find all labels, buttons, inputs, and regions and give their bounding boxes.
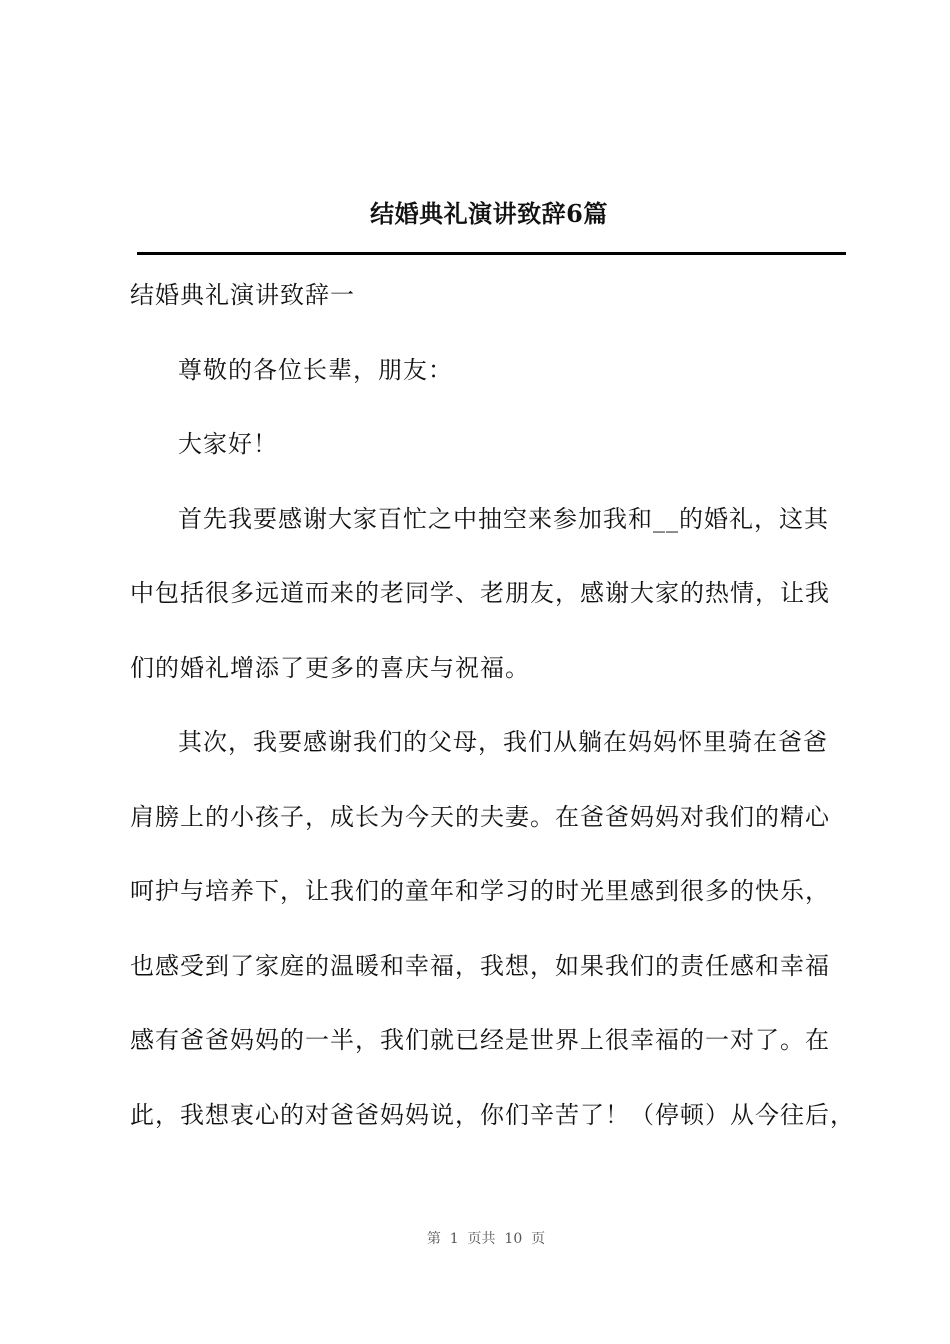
salutation-line: 尊敬的各位长辈，朋友： (178, 356, 453, 384)
greeting-line: 大家好！ (178, 430, 278, 458)
document-title: 结婚典礼演讲致辞6篇 (370, 199, 608, 228)
section-heading: 结婚典礼演讲致辞一 (130, 281, 355, 309)
paragraph-line: 此，我想衷心的对爸爸妈妈说，你们辛苦了！（停顿）从今往后， (130, 1101, 855, 1129)
page-number-footer: 第 1 页共 10 页 (426, 1231, 546, 1247)
paragraph-line: 呵护与培养下，让我们的童年和学习的时光里感到很多的快乐， (130, 877, 830, 905)
paragraph-line: 感有爸爸妈妈的一半，我们就已经是世界上很幸福的一对了。在 (130, 1026, 830, 1054)
paragraph-line: 首先我要感谢大家百忙之中抽空来参加我和__的婚礼，这其 (178, 505, 829, 533)
title-divider (137, 252, 846, 255)
paragraph-line: 也感受到了家庭的温暖和幸福，我想，如果我们的责任感和幸福 (130, 952, 830, 980)
paragraph-line: 肩膀上的小孩子，成长为今天的夫妻。在爸爸妈妈对我们的精心 (130, 803, 830, 831)
paragraph-line: 中包括很多远道而来的老同学、老朋友，感谢大家的热情，让我 (130, 579, 830, 607)
paragraph-line: 其次，我要感谢我们的父母，我们从躺在妈妈怀里骑在爸爸 (178, 728, 828, 756)
paragraph-line: 们的婚礼增添了更多的喜庆与祝福。 (130, 654, 530, 682)
